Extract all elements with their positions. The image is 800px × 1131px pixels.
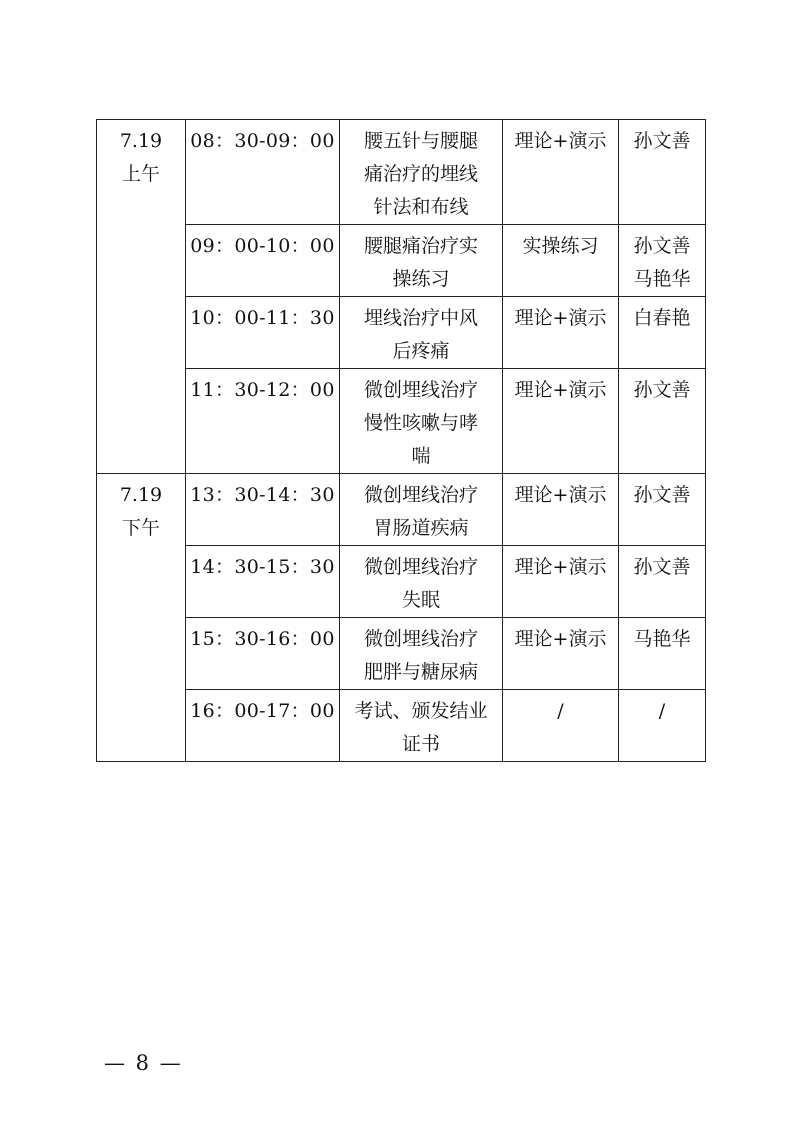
date-label: 7.19 <box>119 130 163 152</box>
topic-cell <box>340 546 503 618</box>
topic-cell <box>340 690 503 762</box>
teacher-name: 孙文善 <box>633 484 691 506</box>
topic-line: 微创埋线治疗 <box>363 556 478 578</box>
format-cell: 理论+演示 <box>503 474 619 546</box>
topic-cell <box>340 474 503 546</box>
time-cell: 16：00-17：00 <box>186 690 340 762</box>
teacher-name: 孙文善 <box>633 130 691 152</box>
format-cell: 理论+演示 <box>503 618 619 690</box>
table-row <box>97 690 706 762</box>
time-cell: 08：30-09：00 <box>186 120 340 225</box>
topic-line: 微创埋线治疗 <box>363 379 478 401</box>
teacher-name: 白春艳 <box>633 307 691 329</box>
topic-line: 喘 <box>411 445 431 467</box>
table-row <box>97 297 706 369</box>
table-row <box>97 546 706 618</box>
teacher-name: 孙文善 <box>633 379 691 401</box>
time-cell: 10：00-11：30 <box>186 297 340 369</box>
topic-line: 操练习 <box>392 268 450 290</box>
topic-line: 胃肠道疾病 <box>373 517 469 539</box>
table-row <box>97 369 706 474</box>
topic-cell <box>340 297 503 369</box>
teacher-cell <box>619 225 706 297</box>
table-row <box>97 474 706 546</box>
time-cell: 14：30-15：30 <box>186 546 340 618</box>
time-cell: 09：00-10：00 <box>186 225 340 297</box>
teacher-name: 马艳华 <box>633 628 691 650</box>
teacher-name: / <box>658 700 666 722</box>
teacher-name: 孙文善 <box>633 235 691 257</box>
topic-line: 微创埋线治疗 <box>363 628 478 650</box>
page-number: — 8 — <box>104 1051 183 1075</box>
period-label: 上午 <box>121 163 160 185</box>
topic-line: 后疼痛 <box>392 340 450 362</box>
topic-line: 埋线治疗中风 <box>363 307 478 329</box>
topic-line: 痛治疗的埋线 <box>363 163 478 185</box>
topic-cell <box>340 618 503 690</box>
format-cell: / <box>503 690 619 762</box>
topic-line: 腰五针与腰腿 <box>363 130 478 152</box>
teacher-cell <box>619 297 706 369</box>
time-cell: 13：30-14：30 <box>186 474 340 546</box>
format-cell: 理论+演示 <box>503 546 619 618</box>
format-cell: 理论+演示 <box>503 297 619 369</box>
topic-line: 失眠 <box>401 589 440 611</box>
topic-line: 证书 <box>401 733 440 755</box>
topic-cell <box>340 225 503 297</box>
topic-line: 考试、颁发结业 <box>354 700 488 722</box>
topic-line: 肥胖与糖尿病 <box>363 661 478 683</box>
period-label: 下午 <box>121 517 160 539</box>
topic-cell <box>340 369 503 474</box>
table-row <box>97 120 706 225</box>
topic-line: 微创埋线治疗 <box>363 484 478 506</box>
schedule-table <box>96 119 706 762</box>
topic-cell <box>340 120 503 225</box>
date-cell <box>97 120 186 474</box>
teacher-cell <box>619 120 706 225</box>
topic-line: 腰腿痛治疗实 <box>363 235 478 257</box>
teacher-name: 马艳华 <box>633 268 691 290</box>
topic-line: 慢性咳嗽与哮 <box>363 412 478 434</box>
teacher-cell <box>619 474 706 546</box>
teacher-cell <box>619 690 706 762</box>
time-cell: 11：30-12：00 <box>186 369 340 474</box>
table-row <box>97 618 706 690</box>
format-cell: 实操练习 <box>503 225 619 297</box>
time-cell: 15：30-16：00 <box>186 618 340 690</box>
teacher-name: 孙文善 <box>633 556 691 578</box>
format-cell: 理论+演示 <box>503 369 619 474</box>
topic-line: 针法和布线 <box>373 196 469 218</box>
teacher-cell <box>619 618 706 690</box>
teacher-cell <box>619 369 706 474</box>
date-label: 7.19 <box>119 484 163 506</box>
date-cell <box>97 474 186 762</box>
table-row <box>97 225 706 297</box>
format-cell: 理论+演示 <box>503 120 619 225</box>
teacher-cell <box>619 546 706 618</box>
